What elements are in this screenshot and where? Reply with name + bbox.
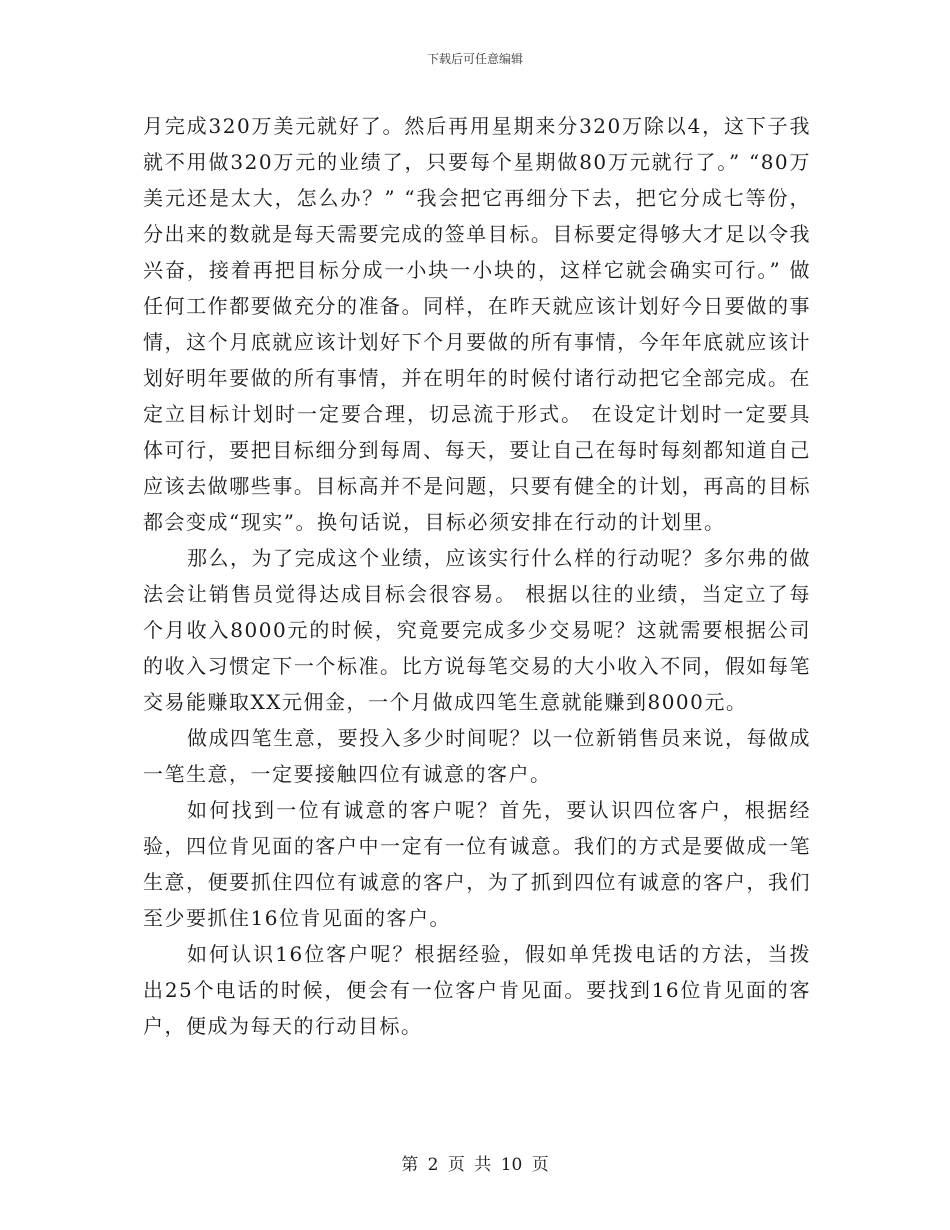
paragraph: 如何找到一位有诚意的客户呢？首先，要认识四位客户，根据经验，四位肯见面的客户中一定有一位有诚意。我们的方式是要做成一笔生意，便要抓住四位有诚意的客户，为了抓到四位有诚意的客户，我们至少要抓住16位肯见面的客户。 <box>143 798 811 930</box>
paragraph: 如何认识16位客户呢？根据经验，假如单凭拨电话的方法，当拨出25个电话的时候，便会有一位客户肯见面。要找到16位肯见面的客户，便成为每天的行动目标。 <box>143 942 811 1038</box>
paragraph: 那么，为了完成这个业绩，应该实行什么样的行动呢？多尔弗的做法会让销售员觉得达成目标会很容易。 根据以往的业绩，当定立了每个月收入8000元的时候，究竟要完成多少交易呢？这就需要根据公司的收入习惯定下一个标准。比方说每笔交易的大小收入不同，假如每笔交易能赚取XX元佣金，一个月做成四笔生意就能赚到8000元。 <box>143 546 811 714</box>
paragraph: 做成四笔生意，要投入多少时间呢？以一位新销售员来说，每做成一笔生意，一定要接触四位有诚意的客户。 <box>143 726 811 786</box>
page-number-footer: 第 2 页 共 10 页 <box>401 1155 549 1175</box>
document-body <box>143 108 811 1044</box>
paragraph-continuation: 月完成320万美元就好了。然后再用星期来分320万除以4，这下子我就不用做320万元的业绩了，只要每个星期做80万元就行了。” “80万美元还是太大，怎么办？” “我会把它再细分下去，把它分成七等份，分出来的数就是每天需要完成的签单目标。目标要定得够大才足以令我兴奋，接着再把目标分成一小块一小块的，这样它就会确实可行。” 做任何工作都要做充分的准备。同样，在昨天就应该计划好今日要做的事情，这个月底就应该计划好下个月要做的所有事情，今年年底就应该计划好明年要做的所有事情，并在明年的时候付诸行动把它全部完成。在定立目标计划时一定要合理，切忌流于形式。 在设定计划时一定要具体可行，要把目标细分到每周、每天，要让自己在每时每刻都知道自己应该去做哪些事。目标高并不是问题，只要有健全的计划，再高的目标都会变成“现实”。换句话说，目标必须安排在行动的计划里。 <box>143 114 811 534</box>
document-header: 下载后可任意编辑 <box>426 52 523 66</box>
